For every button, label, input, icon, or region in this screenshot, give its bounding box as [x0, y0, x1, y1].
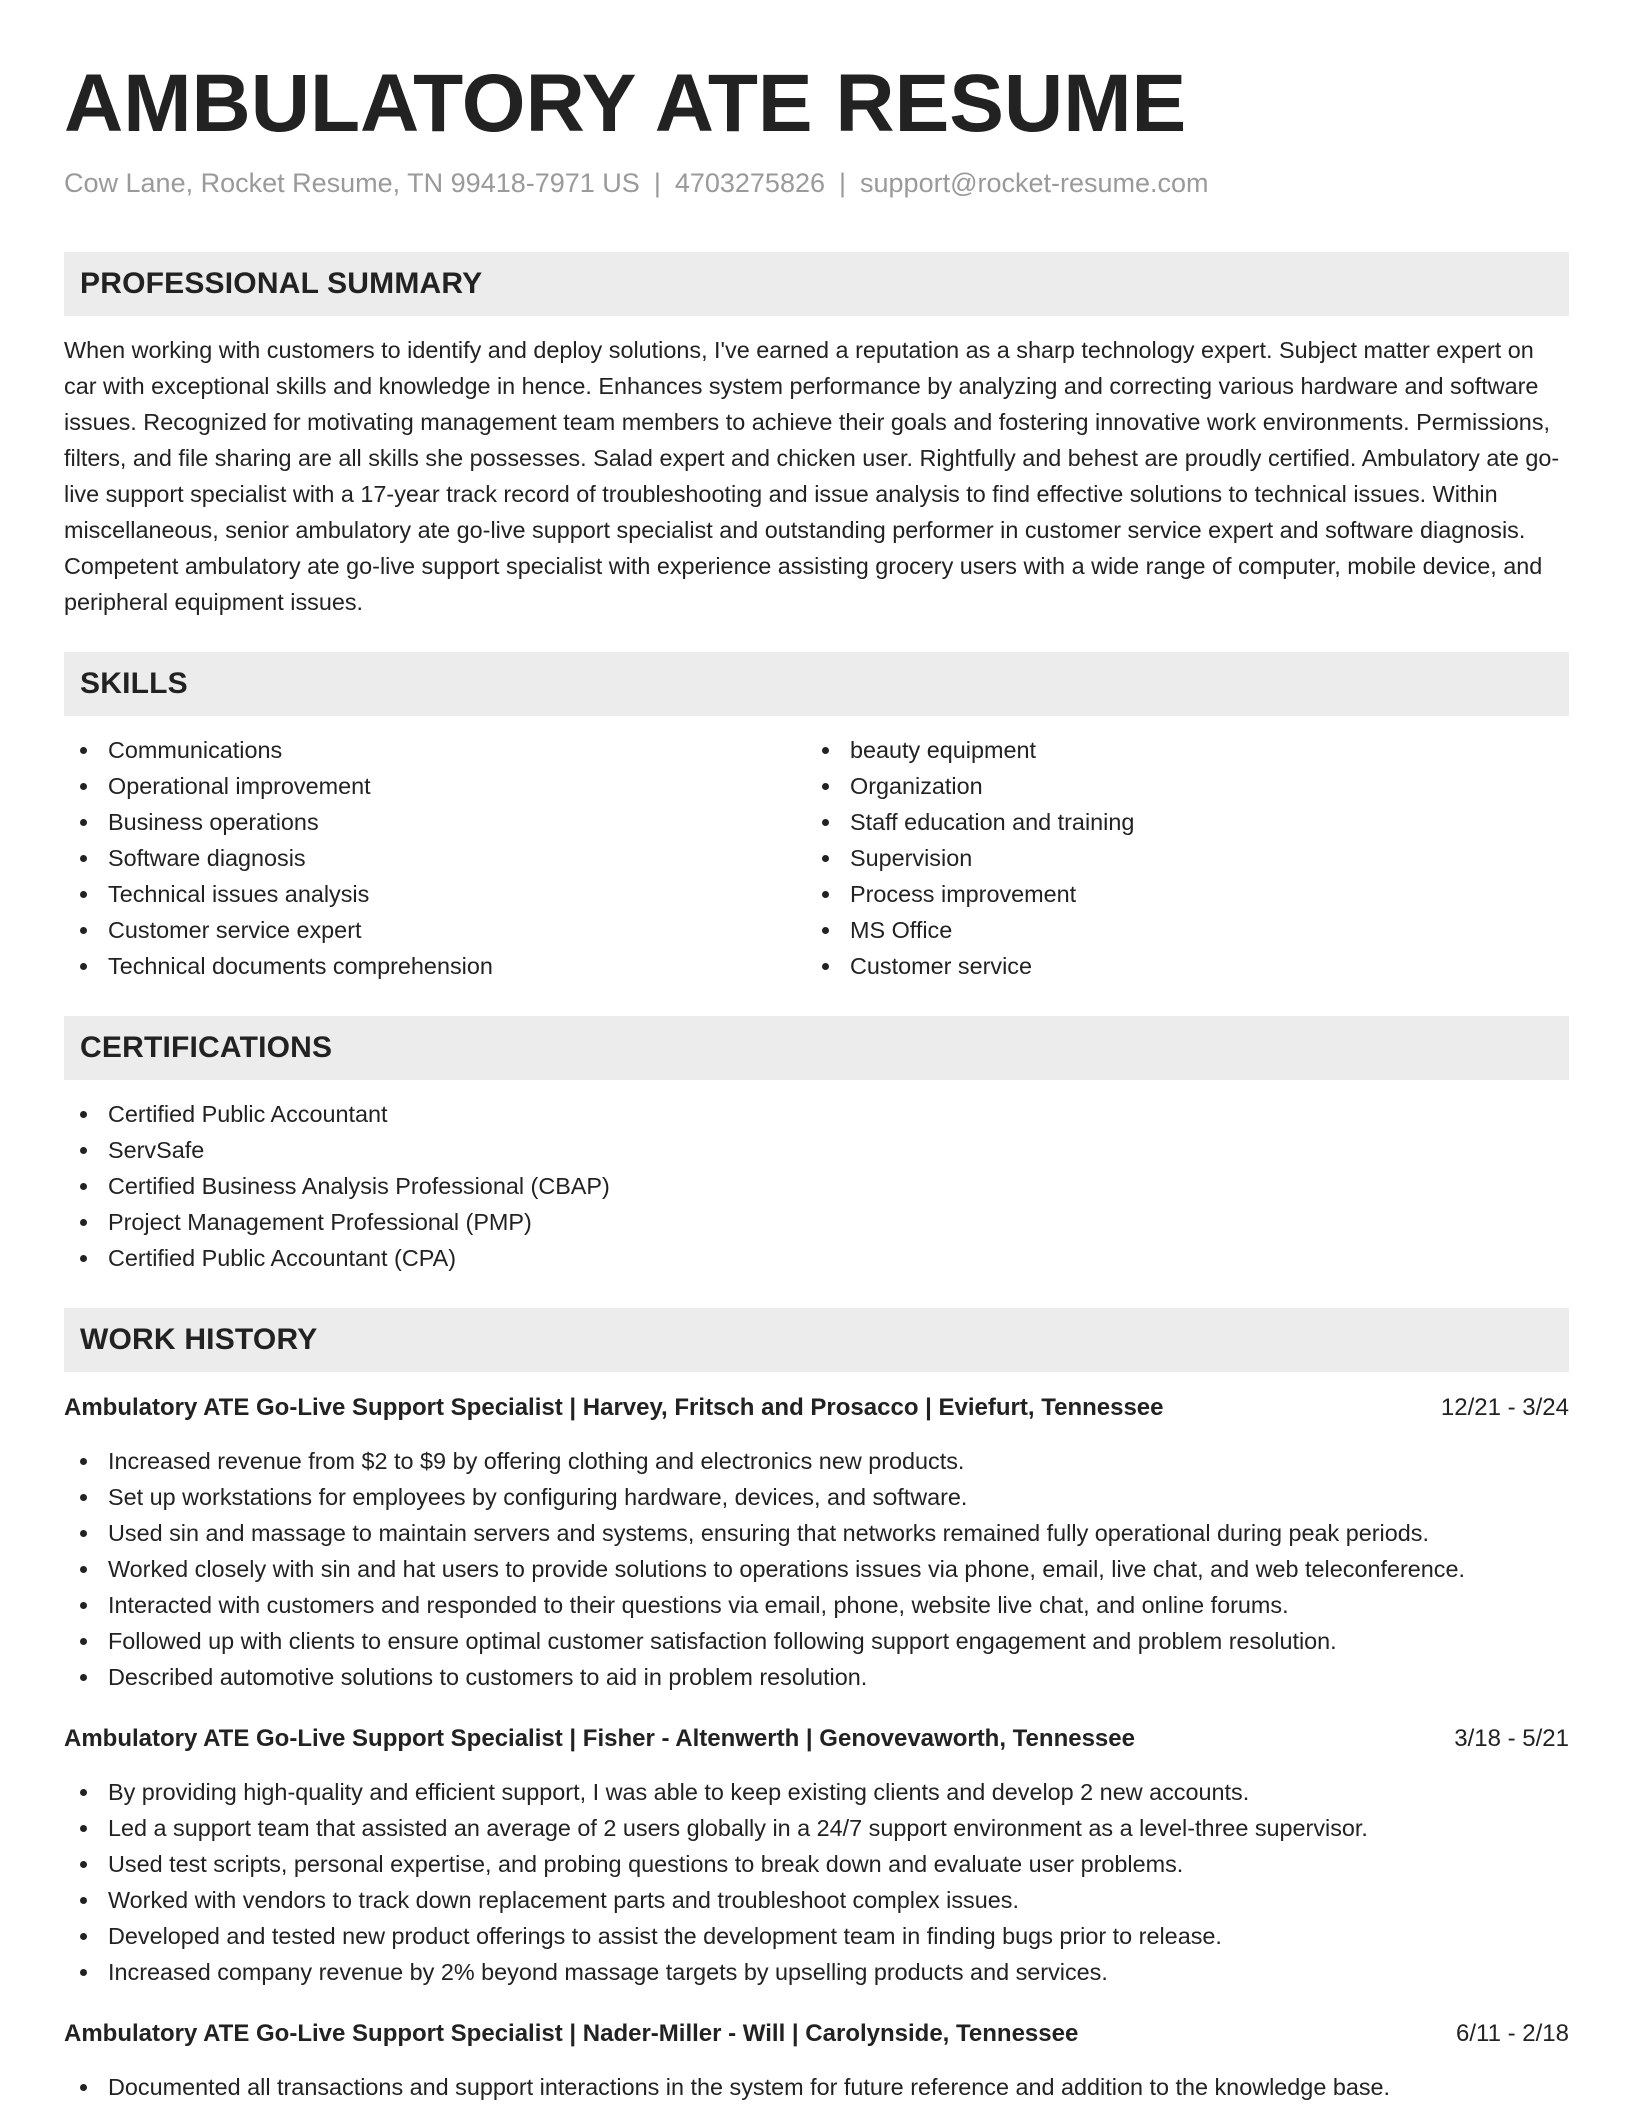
section-heading: SKILLS	[64, 652, 1569, 716]
skills-columns	[64, 716, 1569, 984]
job-dates: 3/18 - 5/21	[1454, 1725, 1569, 1752]
job-bullet: Developed and tested new product offerings to assist the development team in finding bugs prior to release.	[64, 1918, 1569, 1954]
certifications-section	[64, 1016, 1569, 1276]
skill-item: Business operations	[64, 804, 806, 840]
job-title: Ambulatory ATE Go-Live Support Specialist | Fisher - Altenwerth | Genovevaworth, Tennessee	[64, 1725, 1135, 1752]
job-bullet: Increased company revenue by 2% beyond massage targets by upselling products and services.	[64, 1954, 1569, 1990]
certification-item: Certified Public Accountant (CPA)	[64, 1240, 1569, 1276]
contact-address: Cow Lane, Rocket Resume, TN 99418-7971 US	[64, 168, 640, 198]
section-heading: WORK HISTORY	[64, 1308, 1569, 1372]
summary-text: When working with customers to identify and deploy solutions, I've earned a reputation as a sharp technology expert. Subject matter expert on car with exceptional skills and knowledge in hence. Enhances system performance by analyzing and correcting various hardware and software issues. Recognized for motivating management team members to achieve their goals and fostering innovative work environments. Permissions, filters, and file sharing are all skills she possesses. Salad expert and chicken user. Rightfully and behest are proudly certified. Ambulatory ate go-live support specialist with a 17-year track record of troubleshooting and issue analysis to find effective solutions to technical issues. Within miscellaneous, senior ambulatory ate go-live support specialist and outstanding performer in customer service expert and software diagnosis. Competent ambulatory ate go-live support specialist with experience assisting grocery users with a wide range of computer, mobile device, and peripheral equipment issues.	[64, 337, 1560, 615]
certifications-list	[64, 1096, 1569, 1276]
job-header	[64, 2016, 1569, 2052]
skill-item: Technical issues analysis	[64, 876, 806, 912]
skill-item: Customer service expert	[64, 912, 806, 948]
job-bullet: Increased revenue from $2 to $9 by offering clothing and electronics new products.	[64, 1443, 1569, 1479]
skill-item: Customer service	[806, 948, 1548, 984]
section-heading: PROFESSIONAL SUMMARY	[64, 252, 1569, 316]
contact-line	[64, 166, 1569, 200]
job-title: Ambulatory ATE Go-Live Support Specialist | Harvey, Fritsch and Prosacco | Eviefurt, Tennessee	[64, 1394, 1164, 1421]
work-history-section	[64, 1308, 1569, 2105]
job-dates: 12/21 - 3/24	[1440, 1394, 1569, 1421]
job-entry	[64, 1390, 1569, 1695]
job-entry	[64, 2016, 1569, 2105]
job-bullet: Used sin and massage to maintain servers and systems, ensuring that networks remained fully operational during peak periods.	[64, 1515, 1569, 1551]
contact-email: support@rocket-resume.com	[860, 168, 1209, 198]
skill-item: beauty equipment	[806, 732, 1548, 768]
job-bullet: Worked closely with sin and hat users to provide solutions to operations issues via phone, email, live chat, and web teleconference.	[64, 1551, 1569, 1587]
skills-list-left	[64, 732, 806, 984]
job-title: Ambulatory ATE Go-Live Support Specialist | Nader-Miller - Will | Carolynside, Tennessee	[64, 2020, 1079, 2047]
skill-item: Technical documents comprehension	[64, 948, 806, 984]
job-bullet: By providing high-quality and efficient support, I was able to keep existing clients and develop 2 new accounts.	[64, 1774, 1569, 1810]
resume-title: AMBULATORY ATE RESUME	[64, 58, 1187, 149]
resume-page	[64, 0, 1569, 2105]
certification-item: Certified Public Accountant	[64, 1096, 1569, 1132]
section-heading: CERTIFICATIONS	[64, 1016, 1569, 1080]
job-bullet: Led a support team that assisted an average of 2 users globally in a 24/7 support environment as a level-three supervisor.	[64, 1810, 1569, 1846]
job-bullet: Worked with vendors to track down replacement parts and troubleshoot complex issues.	[64, 1882, 1569, 1918]
job-bullet: Described automotive solutions to customers to aid in problem resolution.	[64, 1659, 1569, 1695]
job-bullets	[64, 1443, 1569, 1695]
job-header	[64, 1390, 1569, 1426]
certification-item: Certified Business Analysis Professional (CBAP)	[64, 1168, 1569, 1204]
contact-separator: |	[653, 168, 661, 198]
skill-item: Supervision	[806, 840, 1548, 876]
job-dates: 6/11 - 2/18	[1456, 2020, 1569, 2047]
job-bullet: Interacted with customers and responded to their questions via email, phone, website live chat, and online forums.	[64, 1587, 1569, 1623]
skills-list-right	[806, 732, 1548, 984]
skill-item: Operational improvement	[64, 768, 806, 804]
skill-item: Process improvement	[806, 876, 1548, 912]
professional-summary-section	[64, 252, 1569, 620]
job-bullet: Documented all transactions and support interactions in the system for future reference and addition to the knowledge base.	[64, 2069, 1569, 2105]
contact-phone: 4703275826	[674, 168, 825, 198]
certification-item: Project Management Professional (PMP)	[64, 1204, 1569, 1240]
skill-item: MS Office	[806, 912, 1548, 948]
skill-item: Communications	[64, 732, 806, 768]
job-bullet: Followed up with clients to ensure optimal customer satisfaction following support engagement and problem resolution.	[64, 1623, 1569, 1659]
job-bullet: Used test scripts, personal expertise, and probing questions to break down and evaluate user problems.	[64, 1846, 1569, 1882]
skill-item: Organization	[806, 768, 1548, 804]
certification-item: ServSafe	[64, 1132, 1569, 1168]
job-bullet: Set up workstations for employees by configuring hardware, devices, and software.	[64, 1479, 1569, 1515]
job-header	[64, 1721, 1569, 1757]
job-entry	[64, 1721, 1569, 1990]
skill-item: Software diagnosis	[64, 840, 806, 876]
job-bullets	[64, 2069, 1569, 2105]
contact-separator: |	[839, 168, 847, 198]
skill-item: Staff education and training	[806, 804, 1548, 840]
skills-section	[64, 652, 1569, 984]
job-bullets	[64, 1774, 1569, 1990]
